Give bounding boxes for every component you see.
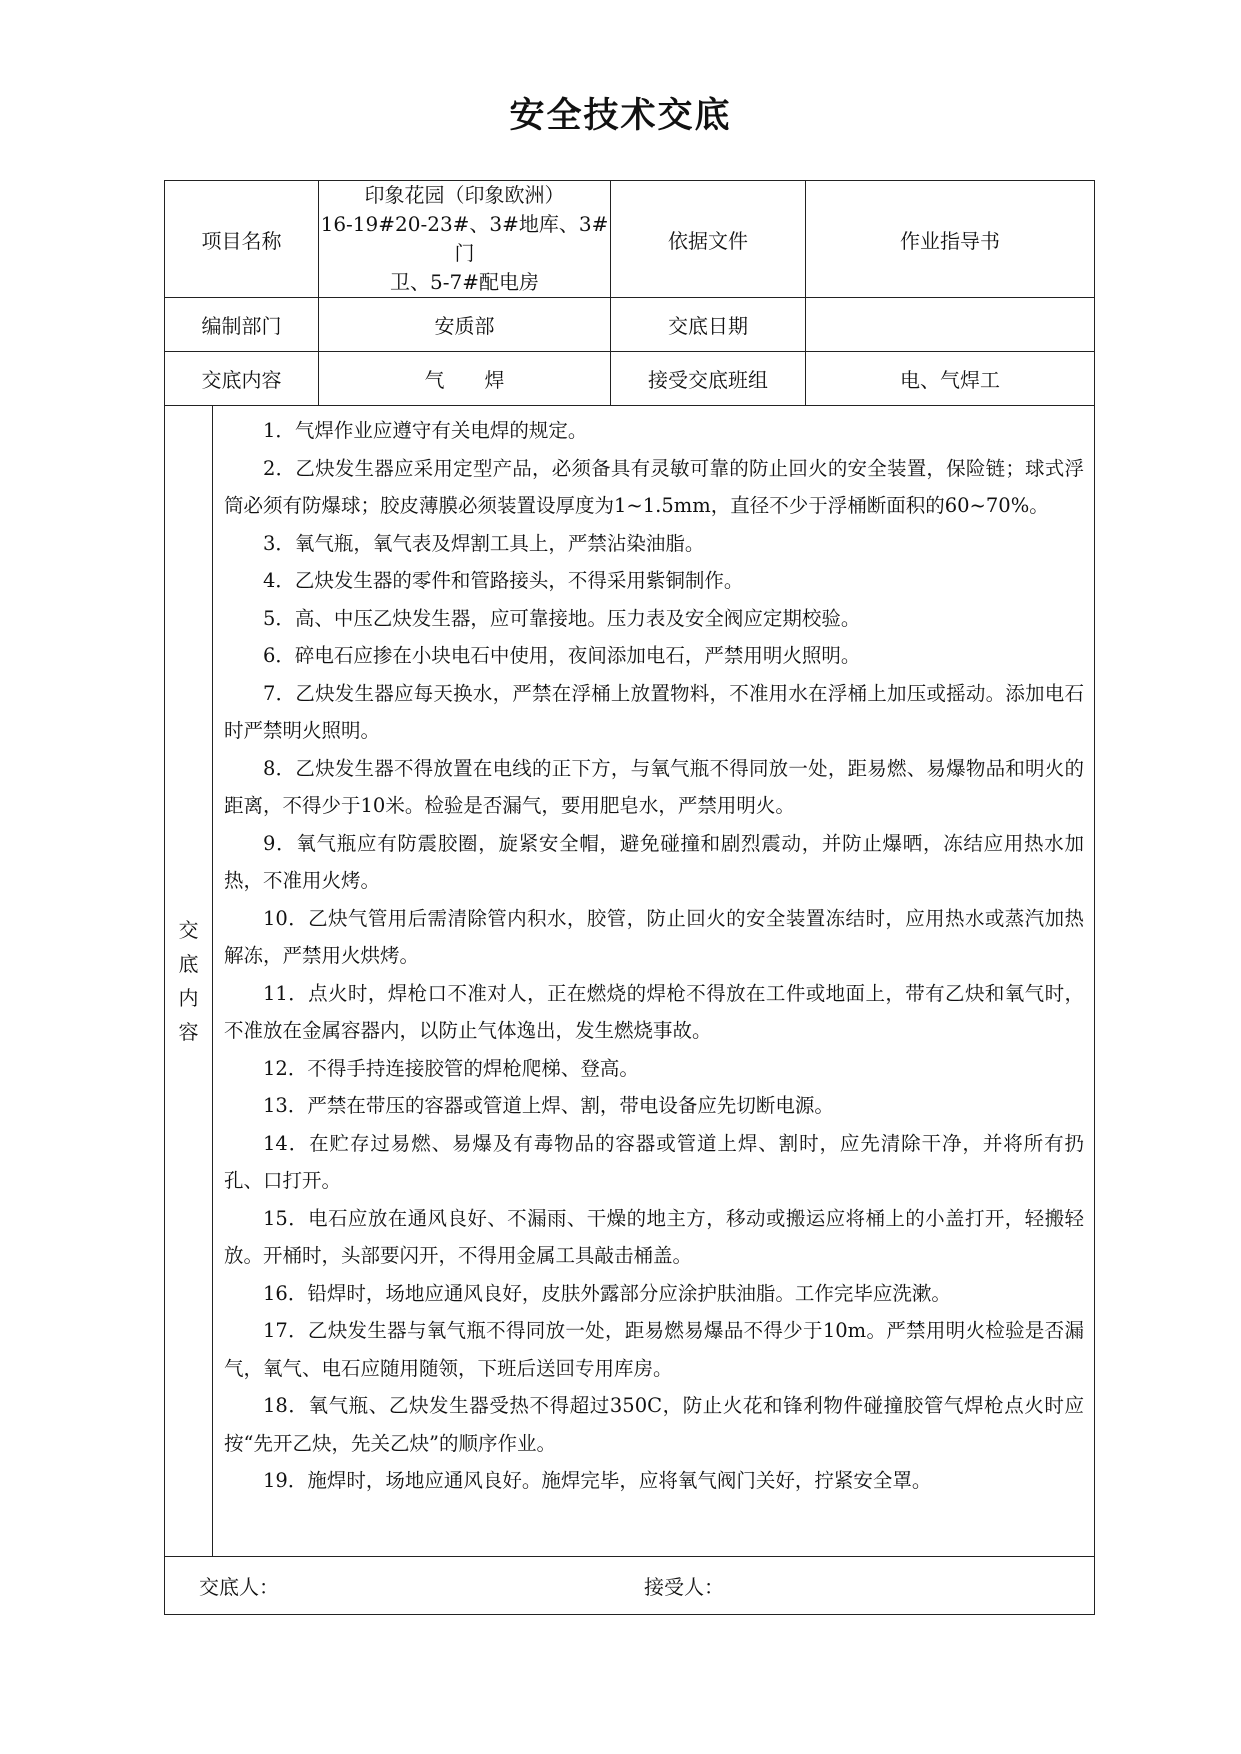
content-item: 10．乙炔气管用后需清除管内积水，胶管，防止回火的安全装置冻结时，应用热水或蒸汽加热解冻，严禁用火烘烤。 bbox=[224, 906, 1084, 967]
date-value bbox=[806, 298, 1095, 352]
project-row bbox=[165, 181, 1095, 298]
content-item: 11．点火时，焊枪口不准对人，正在燃烧的焊枪不得放在工件或地面上，带有乙炔和氧气时，不准放在金属容器内，以防止气体逸出，发生燃烧事故。 bbox=[224, 981, 1084, 1042]
disclosure-table bbox=[164, 180, 1095, 1615]
content-item: 4．乙炔发生器的零件和管路接头，不得采用紫铜制作。 bbox=[263, 569, 744, 592]
document-title: 安全技术交底 bbox=[509, 95, 732, 136]
side-label-char: 交 bbox=[178, 917, 199, 942]
content-item: 5．高、中压乙炔发生器，应可靠接地。压力表及安全阀应定期校验。 bbox=[263, 606, 861, 630]
side-label-char: 内 bbox=[178, 985, 199, 1010]
dept-value: 安质部 bbox=[319, 298, 611, 352]
project-value-line: 16-19#20-23#、3#地库、3#门 bbox=[320, 212, 609, 265]
content-label: 交底内容 bbox=[165, 352, 319, 406]
content-item: 12．不得手持连接胶管的焊枪爬梯、登高。 bbox=[263, 1056, 639, 1080]
project-value bbox=[319, 181, 611, 298]
content-item: 2．乙炔发生器应采用定型产品，必须备具有灵敏可靠的防止回火的安全装置，保险链；球式浮筒必须有防爆球；胶皮薄膜必须装置设厚度为1~1.5mm，直径不少于浮桶断面积的60~70%。 bbox=[224, 456, 1084, 517]
basis-value: 作业指导书 bbox=[806, 181, 1095, 298]
content-item: 18．氧气瓶、乙炔发生器受热不得超过350C，防止火花和锋利物件碰撞胶管气焊枪点火时应按“先开乙炔，先关乙炔”的顺序作业。 bbox=[224, 1394, 1084, 1455]
date-label: 交底日期 bbox=[611, 298, 806, 352]
content-item: 7．乙炔发生器应每天换水，严禁在浮桶上放置物料，不准用水在浮桶上加压或摇动。添加电石时严禁明火照明。 bbox=[224, 681, 1084, 742]
body-row bbox=[165, 406, 1095, 1557]
content-item: 9．氧气瓶应有防震胶圈，旋紧安全帽，避免碰撞和剧烈震动，并防止爆晒，冻结应用热水加热，不准用火烤。 bbox=[224, 831, 1084, 892]
side-label-char: 容 bbox=[178, 1019, 199, 1044]
signature-cell bbox=[165, 1556, 1095, 1614]
signature-row bbox=[165, 1556, 1095, 1614]
content-item: 17．乙炔发生器与氧气瓶不得同放一处，距易燃易爆品不得少于10m。严禁用明火检验是否漏气，氧气、电石应随用随领，下班后送回专用库房。 bbox=[224, 1319, 1084, 1380]
content-item: 6．碎电石应掺在小块电石中使用，夜间添加电石，严禁用明火照明。 bbox=[263, 644, 861, 667]
project-label: 项目名称 bbox=[165, 181, 319, 298]
content-item: 1．气焊作业应遵守有关电焊的规定。 bbox=[263, 419, 588, 442]
content-value: 气 焊 bbox=[319, 352, 611, 406]
discloser-label: 交底人： bbox=[199, 1574, 279, 1599]
project-value-line: 印象花园（印象欧洲） bbox=[364, 183, 565, 207]
content-body bbox=[213, 406, 1095, 1557]
receiver-label: 接受人： bbox=[644, 1574, 724, 1599]
side-label-char: 底 bbox=[178, 951, 199, 976]
team-label: 接受交底班组 bbox=[611, 352, 806, 406]
content-item: 13．严禁在带压的容器或管道上焊、割，带电设备应先切断电源。 bbox=[263, 1094, 834, 1117]
content-item: 14．在贮存过易燃、易爆及有毒物品的容器或管道上焊、割时，应先清除干净，并将所有扔孔、口打开。 bbox=[224, 1131, 1084, 1192]
dept-row bbox=[165, 298, 1095, 352]
content-row bbox=[165, 352, 1095, 406]
basis-label: 依据文件 bbox=[611, 181, 806, 298]
team-value: 电、气焊工 bbox=[806, 352, 1095, 406]
dept-label: 编制部门 bbox=[165, 298, 319, 352]
content-item: 8．乙炔发生器不得放置在电线的正下方，与氧气瓶不得同放一处，距易燃、易爆物品和明火的距离，不得少于10米。检验是否漏气，要用肥皂水，严禁用明火。 bbox=[224, 756, 1084, 817]
content-item: 16．铅焊时，场地应通风良好，皮肤外露部分应涂护肤油脂。工作完毕应洗漱。 bbox=[263, 1281, 951, 1305]
project-value-line: 卫、5-7#配电房 bbox=[390, 270, 539, 294]
content-item: 15．电石应放在通风良好、不漏雨、干燥的地主方，移动或搬运应将桶上的小盖打开，轻搬轻放。开桶时，头部要闪开，不得用金属工具敲击桶盖。 bbox=[224, 1206, 1084, 1267]
side-label bbox=[165, 406, 213, 1557]
content-item: 3．氧气瓶，氧气表及焊割工具上，严禁沾染油脂。 bbox=[263, 531, 705, 555]
content-item: 19．施焊时，场地应通风良好。施焊完毕，应将氧气阀门关好，拧紧安全罩。 bbox=[263, 1469, 932, 1492]
